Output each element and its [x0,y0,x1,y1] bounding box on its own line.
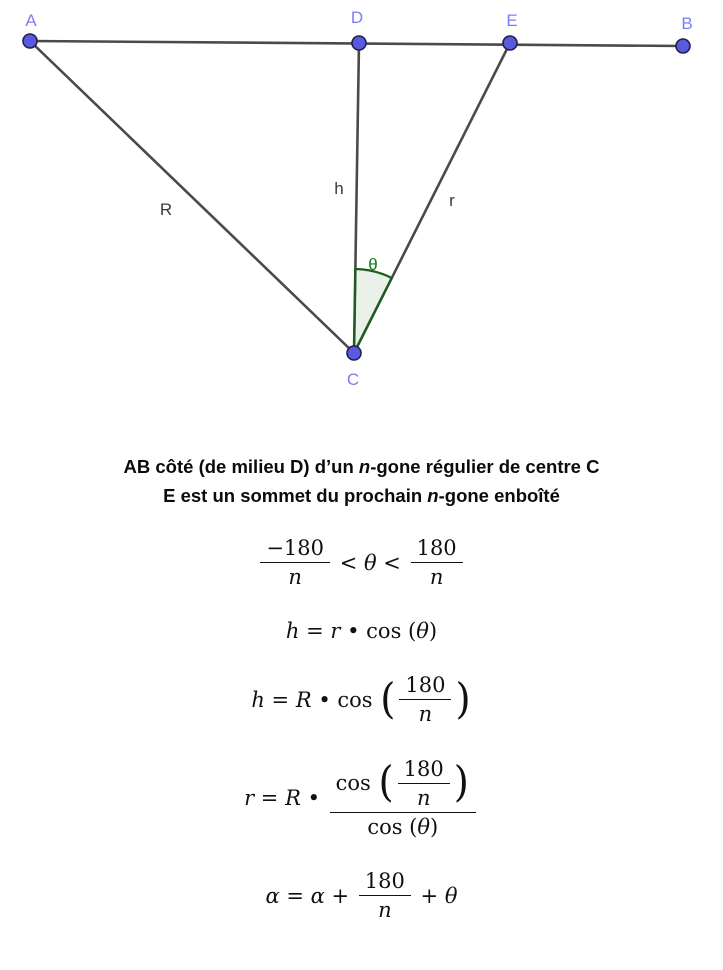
segment-AC[interactable] [30,41,354,353]
point-label-C: C [346,370,360,389]
math-token: = [299,619,331,644]
math-token: r [244,785,255,810]
right-paren: ) [453,757,469,807]
denominator [282,563,308,589]
point-E[interactable] [503,36,517,50]
math-token: 180 [405,673,446,698]
numerator [359,869,411,896]
math-token: n [288,565,302,590]
segment-label-h: h [334,179,344,198]
numerator [411,536,463,563]
math-token: = [264,687,296,712]
math-token: α [310,883,325,908]
point-D[interactable] [352,36,366,50]
math-token: -gone enboîté [438,485,560,506]
fraction [398,757,450,810]
math-token: θ [416,619,429,644]
numerator [398,757,450,784]
denominator [361,813,444,839]
math-token: n [416,785,431,810]
math-token: n [418,702,433,727]
denominator [411,784,437,810]
math-token: = [254,785,286,810]
formula-alpha-update [0,869,723,922]
caption-line-2 [0,481,723,510]
math-token: n [427,485,439,506]
math-token: θ [363,550,377,575]
caption [0,452,723,510]
math-token: < [376,550,408,575]
math-token: cos ( [367,814,418,839]
numerator [260,536,330,563]
geometry-figure [0,0,723,430]
math-token: • cos [311,687,380,712]
math-token: ) [428,619,438,644]
fraction [399,673,451,726]
math-token: r [330,619,341,644]
math-token: n [429,565,444,590]
point-A[interactable] [23,34,37,48]
point-label-B: B [681,14,693,33]
point-B[interactable] [676,39,690,53]
numerator [330,757,476,813]
angle-theta-label: θ [368,255,378,274]
math-token: h [251,687,265,712]
fraction [260,536,330,589]
fraction [330,757,476,839]
denominator [424,563,450,589]
math-token: E est un sommet du prochain [163,485,428,506]
math-token: θ [444,883,458,908]
fraction [411,536,463,589]
formula-h-from-r [0,619,723,643]
math-token: ) [430,814,439,839]
math-token: R [285,785,301,810]
point-C[interactable] [347,346,361,360]
point-label-E: E [506,11,518,30]
math-token: α [265,883,280,908]
left-paren: ( [380,674,396,724]
math-token: n [358,456,371,477]
math-token: AB côté (de milieu D) d’un [123,456,359,477]
caption-line-1 [0,452,723,481]
math-token: −180 [266,536,325,560]
math-token: 180 [416,536,457,560]
math-token: R [295,687,312,712]
paren-group [378,757,470,810]
math-token: h [285,619,300,644]
math-token: < [333,550,364,575]
segment-label-R: R [159,200,173,219]
segment-label-r: r [449,191,455,210]
numerator [399,673,451,700]
math-token: + [413,883,445,908]
math-token: -gone régulier de centre C [370,456,600,477]
math-token: = [279,883,311,908]
formula-r-from-R [0,757,723,839]
formulas [0,536,723,952]
left-paren: ( [378,757,394,807]
math-token: θ [417,814,431,839]
math-token: 180 [364,868,405,893]
math-token: 180 [403,756,444,781]
denominator [413,700,439,726]
fraction [359,869,411,922]
paren-group [379,673,471,726]
angle-theta-wedge[interactable] [354,269,392,353]
math-token: • [300,785,327,810]
math-token: n [378,898,392,923]
point-label-D: D [350,8,364,27]
point-label-A: A [25,11,37,30]
formula-h-from-R [0,673,723,726]
math-token: • cos ( [340,619,417,644]
denominator [372,896,398,922]
right-paren: ) [455,674,471,724]
math-token: + [324,883,356,908]
formula-theta-bounds [0,536,723,589]
math-token: cos [335,771,378,796]
